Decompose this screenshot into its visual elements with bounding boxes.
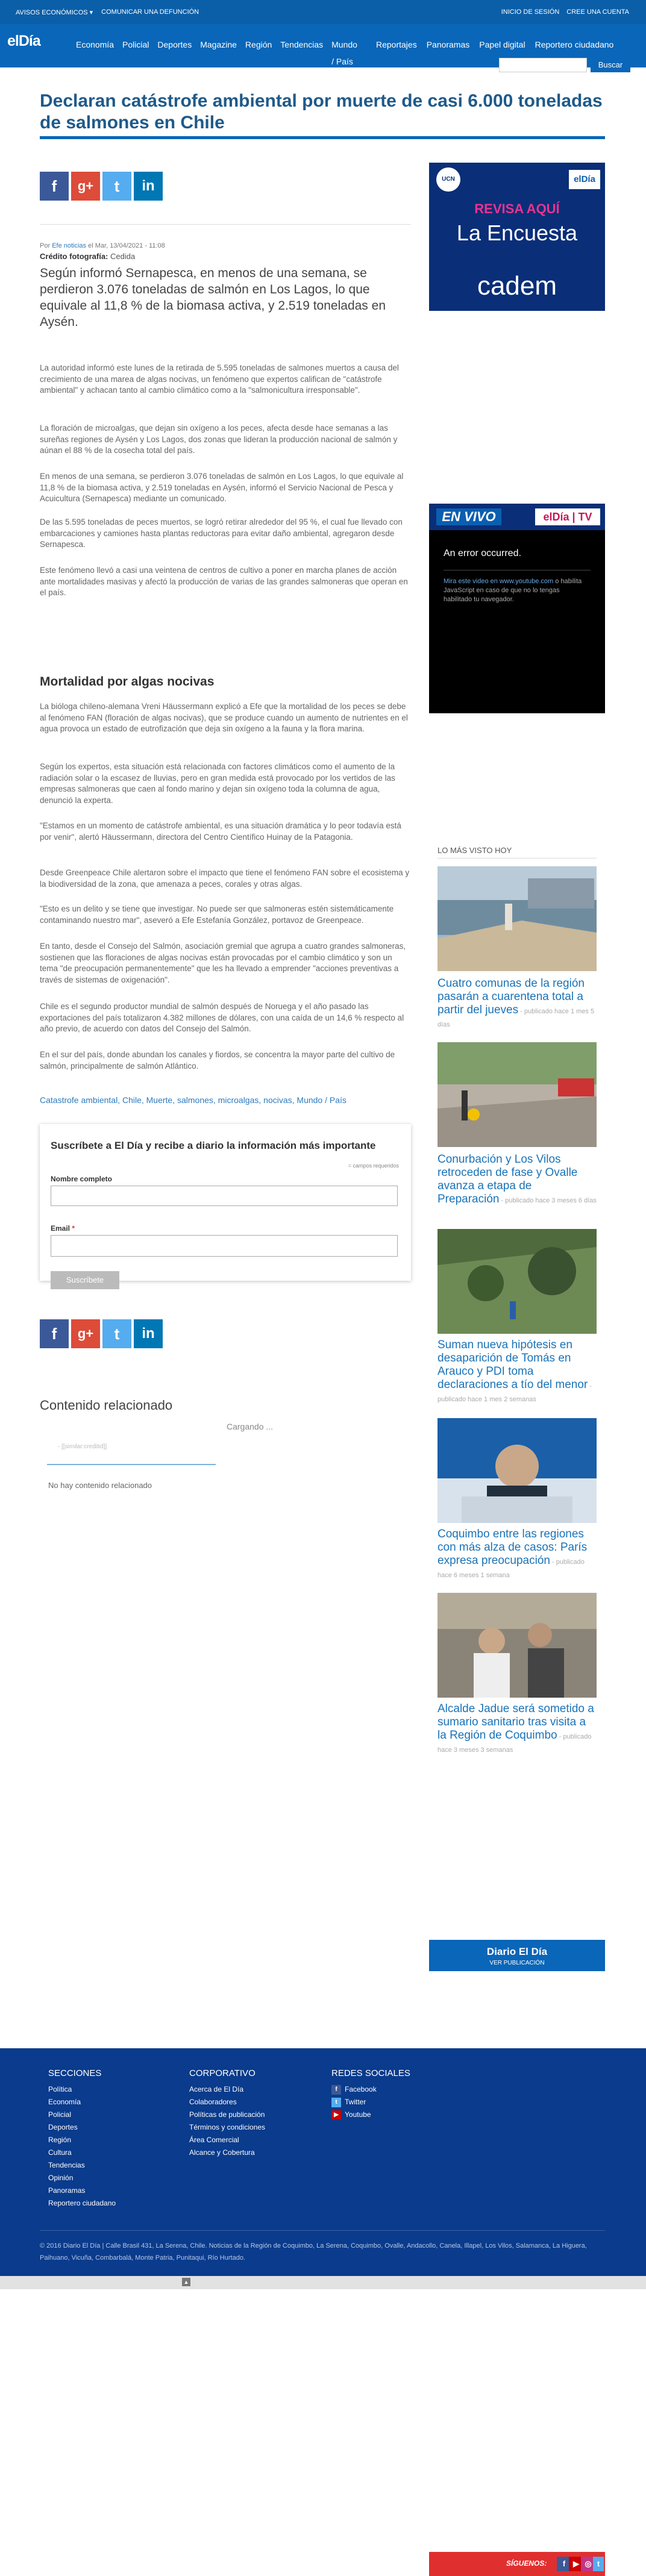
footer-social-title: REDES SOCIALES [331,2068,410,2078]
nav-policial[interactable]: Policial [122,40,149,49]
facebook-share-icon[interactable]: f [40,172,69,201]
article-paragraph: "Esto es un delito y se tiene que investigar. No puede ser que salmoneras estén sistemáticamente contaminando nuestro mar", aseveró a Efe Estefanía González, portavoz de Greenpeace. [40,904,394,925]
related-title: Contenido relacionado [40,1398,173,1413]
footer-social-label: Facebook [345,2085,377,2093]
footer-link[interactable]: Política [48,2085,72,2093]
ad-brand: elDía [569,170,600,189]
email-label-text: Email [51,1224,71,1233]
divider [444,570,591,571]
footer-corp-title: CORPORATIVO [189,2068,256,2078]
news-meta: - publicado hace 3 meses 6 días [499,1197,597,1204]
login-link[interactable]: INICIO DE SESIÓN [501,8,560,16]
news-thumbnail[interactable] [437,1042,597,1147]
most-viewed-title: LO MÁS VISTO HOY [437,846,512,855]
article-paragraph: Este fenómeno llevó a casi una veintena de centros de cultivo a poner en marcha planes de acción ante mortalidades masivas y afectó la producción de varias de las grandes salmoneras que operan en el país. [40,566,408,597]
news-title[interactable]: Suman nueva hipótesis en desaparición de Tomás en Arauco y PDI toma declaraciones a tío del menor [437,1339,588,1391]
footer-link[interactable]: Deportes [48,2123,78,2131]
headline-rule [40,136,605,139]
footer-facebook-link[interactable] [331,2083,410,2096]
footer-twitter-link[interactable] [331,2096,410,2109]
article-paragraph: Desde Greenpeace Chile alertaron sobre el impacto que tiene el fenómeno FAN sobre el ecosistema y la biodiversidad de la zona, que amenaza a peces, corales y otras algas. [40,868,410,889]
facebook-icon[interactable]: f [557,2557,571,2571]
news-item[interactable] [437,1339,597,1405]
news-title[interactable]: Alcalde Jadue será sometido a sumario sanitario tras visita a la Región de Coquimbo [437,1702,594,1742]
youtube-link[interactable]: Mira este video en www.youtube.com [444,578,554,585]
footer-link[interactable]: Región [48,2136,72,2144]
nav-economia[interactable]: Economía [76,40,114,49]
share-bar-bottom [40,1319,163,1348]
footer-link[interactable]: Tendencias [48,2161,85,2169]
footer-social-label: Twitter [345,2098,366,2106]
nav-reportero-ciudadano[interactable]: Reportero ciudadano [535,40,614,49]
footer-link[interactable]: Reportero ciudadano [48,2199,116,2207]
email-label [51,1224,75,1233]
instagram-icon[interactable]: ◎ [581,2557,595,2571]
twitter-icon[interactable]: t [593,2557,604,2571]
news-title[interactable]: Cuatro comunas de la región pasarán a cuarentena total a partir del jueves [437,977,585,1016]
news-item[interactable] [437,1153,597,1206]
news-meta: - publicado hace 3 meses 3 semanas [437,1733,592,1754]
video-error-text: o habilita JavaScript en caso de que no lo tengas habilitado tu navegador. [444,578,582,603]
university-seal-icon: UCN [436,167,460,192]
article-paragraph: La bióloga chileno-alemana Vreni Häussermann explicó a Efe que la mortalidad de los peces se debe al fenómeno FAN (floración de algas nocivas), que se produce cuando un aumento de nutrientes en el agua provoca un estado de eutrofización que deja sin oxígeno a la fauna y la flora marina. [40,702,408,733]
name-field[interactable] [51,1186,398,1206]
top-bar [0,0,646,24]
nav-tendencias[interactable]: Tendencias [280,40,324,49]
footer-corporativo [189,2068,265,2159]
news-meta: - publicado hace 1 mes 2 semanas [437,1383,592,1403]
related-loading: Cargando ... [227,1422,274,1431]
news-thumbnail[interactable] [437,1593,597,1698]
article-paragraph: En menos de una semana, se perdieron 3.076 toneladas de salmón en Los Lagos, lo que equivale al 11,8 % de la biomasa activa, y 2.519 toneladas en Aysén, informó el Servicio Nacional de Pesca y Acuicultura (Sernapesca) mediante un comunicado. [40,472,404,503]
tv-footer [429,2552,605,2576]
video-error-message [444,577,588,604]
news-title[interactable]: Coquimbo entre las regiones con más alza de casos: París expresa preocupación [437,1528,588,1567]
article-paragraph: De las 5.595 toneladas de peces muertos, se logró retirar alrededor del 95 %, el cual fue llevado con embarcaciones y camiones hasta plantas reductoras para evitar daño ambiental, agregaron desde Sernapesca. [40,517,403,549]
create-account-link[interactable]: CREE UNA CUENTA [566,8,629,16]
footer-divider [40,2230,605,2231]
ad-line3: cadem [477,271,557,301]
article-paragraph: En el sur del país, donde abundan los canales y fiordos, se concentra la mayor parte del cultivo de salmón, principalmente de salmón Atlántico. [40,1050,395,1071]
ad-line1: REVISA AQUÍ [474,201,560,216]
diario-title: Diario El Día [486,1946,548,1957]
footer-link[interactable]: Acerca de El Día [189,2085,244,2093]
subscribe-button[interactable]: Suscríbete [51,1271,119,1289]
footer-social-label: Youtube [345,2110,371,2119]
tv-brand: elDía | TV [535,508,600,525]
news-meta: - publicado hace 1 mes 5 días [437,1008,595,1028]
twitter-icon: t [331,2098,341,2107]
article-meta [40,242,165,249]
facebook-share-icon[interactable]: f [40,1319,69,1348]
footer-youtube-link[interactable] [331,2109,410,2121]
nav-region[interactable]: Región [245,40,272,49]
scroll-top-icon[interactable]: ▲ [182,2278,190,2286]
article-paragraph: "Estamos en un momento de catástrofe ambiental, es una situación dramática y lo peor todavía está por venir", alertó Häussermann, directora del Centro Científico Huinay de la Patagonia. [40,821,401,842]
email-field[interactable] [51,1235,398,1257]
article-paragraph: La autoridad informó este lunes de la retirada de 5.595 toneladas de salmones muertos a causa del crecimiento de una marea de algas nocivas, un fenómeno que expertos califican de "catástrofe ambiental" y achacan tanto al cambio climático como a la "salmonicultura irresponsable". [40,363,399,395]
nav-deportes[interactable]: Deportes [157,40,192,49]
news-thumbnail[interactable] [437,866,597,971]
footer-link[interactable]: Policial [48,2110,72,2119]
news-thumbnail[interactable] [437,1229,597,1334]
linkedin-share-icon[interactable]: in [134,1319,163,1348]
avisos-economicos-link[interactable]: AVISOS ECONÓMICOS ▾ [16,9,93,16]
news-item[interactable] [437,977,597,1030]
article-headline: Declaran catástrofe ambiental por muerte de casi 6.000 toneladas de salmones en Chile [40,91,603,133]
footer-link[interactable]: Alcance y Cobertura [189,2148,255,2157]
comunicar-defuncion-link[interactable]: COMUNICAR UNA DEFUNCIÓN [101,8,199,16]
googleplus-share-icon[interactable]: g+ [71,172,100,201]
diario-publicacion-link[interactable] [429,1940,605,1971]
article-lead: Según informó Sernapesca, en menos de una semana, se perdieron 3.076 toneladas de salmón en Los Lagos, lo que equivale al 11,8 % de la biomasa activa, y 2.519 toneladas en Aysén. [40,266,386,329]
ad-line2: La Encuesta [456,220,578,245]
googleplus-share-icon[interactable]: g+ [71,1319,100,1348]
required-note: = campos requeridos [348,1163,399,1169]
diario-sub: VER PUBLICACIÓN [489,1960,545,1966]
twitter-share-icon[interactable]: t [102,172,131,201]
footer-link[interactable]: Políticas de publicación [189,2110,265,2119]
footer-sections-title: SECCIONES [48,2068,102,2078]
footer-sections [48,2068,116,2210]
subscribe-form [40,1124,411,1284]
video-error: An error occurred. [444,548,521,558]
news-item[interactable] [437,1528,597,1581]
footer-link[interactable]: Colaboradores [189,2098,237,2106]
subscribe-title: Suscríbete a El Día y recibe a diario la información más importante [51,1140,376,1151]
site-logo[interactable]: elDía [7,33,40,49]
facebook-icon: f [331,2085,341,2095]
news-meta: - publicado hace 6 meses 1 semana [437,1558,585,1579]
live-label: EN VIVO [436,508,501,525]
footer-link[interactable]: Área Comercial [189,2136,239,2144]
nav-papel-digital[interactable]: Papel digital [479,40,525,49]
nav-magazine[interactable]: Magazine [200,40,237,49]
bottom-bar [0,2276,646,2289]
author-link[interactable]: Efe noticias [52,242,87,249]
related-placeholder: - [[similar:creditid]] [47,1441,216,1465]
share-bar-top [40,172,163,201]
article-paragraph: Según los expertos, esta situación está relacionada con factores climáticos como el aumento de la radiación solar o la escasez de lluvias, pero en gran medida está provocado por los vertidos de las empresas salmoneras que caen al fondo marino y dejan sin oxígeno toda la columna de agua, denunció la experta. [40,762,395,805]
nav-reportajes[interactable]: Reportajes [376,40,417,49]
youtube-icon[interactable]: ▶ [569,2557,583,2571]
linkedin-share-icon[interactable]: in [134,172,163,201]
encuesta-ad-banner[interactable] [429,163,605,311]
footer-link[interactable]: Panoramas [48,2186,86,2195]
footer-link[interactable]: Términos y condiciones [189,2123,266,2131]
required-star: * [72,1224,75,1233]
footer-link[interactable]: Cultura [48,2148,72,2157]
article-paragraph: La floración de microalgas, que dejan sin oxígeno a los peces, afecta desde hace semanas a las sureñas regiones de Aysén y Los Lagos, dos zonas que lideran la producción nacional de salmón y aúnan el 88 % de la cosecha total del país. [40,424,398,455]
article-tags[interactable]: Catastrofe ambiental, Chile, Muerte, salmones, microalgas, nocivas, Mundo / País [40,1095,347,1105]
article-paragraph: Chile es el segundo productor mundial de salmón después de Noruega y el año pasado las exportaciones del país totalizaron 4.382 millones de dólares, con una caída de un 14,6 % respecto al año previo, de acuerdo con datos del Consejo del Salmón. [40,1002,404,1033]
twitter-share-icon[interactable]: t [102,1319,131,1348]
follow-label: SÍGUENOS: [506,2559,547,2568]
article-subheading: Mortalidad por algas nocivas [40,675,215,689]
nav-mundo-pais[interactable]: Mundo / País [331,40,357,66]
search-button[interactable]: Buscar [591,58,630,72]
divider [40,224,411,225]
footer-link[interactable]: Opinión [48,2174,74,2182]
news-thumbnail[interactable] [437,1418,597,1523]
meta-by: Por [40,242,51,249]
article-paragraph: En tanto, desde el Consejo del Salmón, asociación gremial que agrupa a cuatro grandes salmoneras, sostienen que las floraciones de algas nocivas están provocadas por el cambio climático y son un tema "de preocupación permanentemente" que les ha llevado a emprender "acciones preventivas a través de sistemas de oxigenación". [40,942,406,984]
meta-date: el Mar, 13/04/2021 - 11:08 [88,242,165,249]
footer-link[interactable]: Economía [48,2098,81,2106]
credit-label: Crédito fotografía: [40,252,108,261]
related-empty: No hay contenido relacionado [48,1481,152,1490]
nav-panoramas[interactable]: Panoramas [426,40,470,49]
footer-social [331,2068,410,2121]
footer-copyright: © 2016 Diario El Día | Calle Brasil 431, La Serena, Chile. Noticias de la Región de Coquimbo, La Serena, Coquimbo, Ovalle, Andacollo, Canela, Illapel, Los Vilos, Salamanca, La Higuera, Paihuano, Vicuña, Combarbalá, Monte Patria, Punitaqui, Río Hurtado. [40,2242,587,2262]
news-item[interactable] [437,1702,597,1755]
credit-value: Cedida [110,252,136,261]
photo-credit [40,252,135,261]
news-title[interactable]: Conurbación y Los Vilos retroceden de fase y Ovalle avanza a etapa de Preparación [437,1153,578,1205]
site-footer [0,2048,646,2289]
search-input[interactable] [499,58,587,72]
youtube-icon: ▶ [331,2110,341,2120]
name-label: Nombre completo [51,1175,113,1183]
